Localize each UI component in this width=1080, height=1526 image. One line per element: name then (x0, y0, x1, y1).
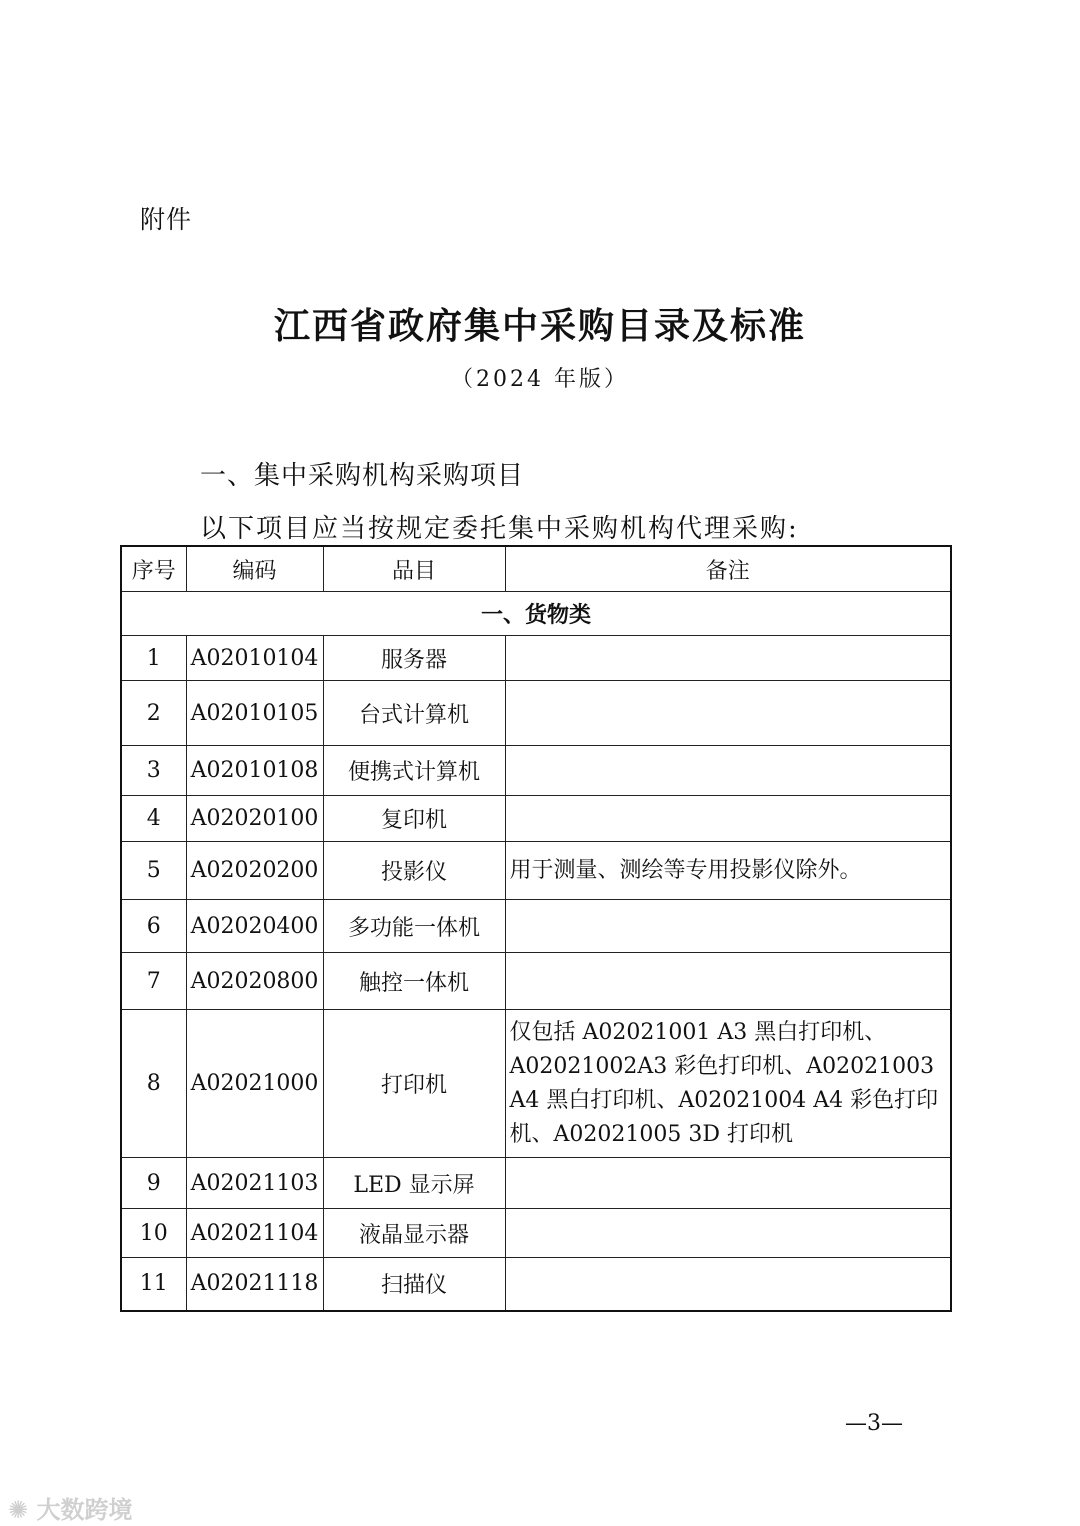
table-row (121, 746, 951, 796)
row-code: A02021118 (186, 1258, 323, 1311)
row-item: 台式计算机 (323, 681, 505, 746)
row-item: 服务器 (323, 636, 505, 681)
category-row (121, 592, 951, 636)
row-note: 仅包括 A02021001 A3 黑白打印机、A02021002A3 彩色打印机、A02021003 A4 黑白打印机、A02021004 A4 彩色打印机、A02021005 3D 打印机 (505, 1010, 951, 1158)
table-row (121, 1010, 951, 1158)
header-serial: 序号 (121, 546, 186, 592)
table-row (121, 900, 951, 953)
document-title: 江西省政府集中采购目录及标准 (273, 305, 806, 347)
row-note (505, 953, 951, 1010)
watermark-logo (8, 1490, 132, 1525)
table-row (121, 636, 951, 681)
row-note (505, 636, 951, 681)
procurement-table (120, 545, 952, 1312)
row-serial: 7 (121, 953, 186, 1010)
row-note (505, 746, 951, 796)
weibo-icon: ✺ (8, 1496, 29, 1524)
table-row (121, 796, 951, 842)
row-code: A02020400 (186, 900, 323, 953)
row-code: A02021000 (186, 1010, 323, 1158)
table-row (121, 953, 951, 1010)
row-code: A02021103 (186, 1158, 323, 1209)
watermark-text: 大数跨境 (36, 1496, 133, 1524)
row-serial: 1 (121, 636, 186, 681)
row-item: 打印机 (323, 1010, 505, 1158)
row-item: 液晶显示器 (323, 1209, 505, 1258)
table-row (121, 1209, 951, 1258)
row-code: A02010104 (186, 636, 323, 681)
document-subtitle: （2024 年版） (451, 367, 629, 392)
table-row (121, 842, 951, 900)
row-note (505, 1258, 951, 1311)
row-code: A02020800 (186, 953, 323, 1010)
table-row (121, 681, 951, 746)
row-serial: 8 (121, 1010, 186, 1158)
row-note (505, 900, 951, 953)
table-header-row (121, 546, 951, 592)
row-serial: 2 (121, 681, 186, 746)
header-item: 品目 (323, 546, 505, 592)
row-code: A02020100 (186, 796, 323, 842)
row-code: A02010105 (186, 681, 323, 746)
row-serial: 3 (121, 746, 186, 796)
row-item: 便携式计算机 (323, 746, 505, 796)
row-serial: 9 (121, 1158, 186, 1209)
row-serial: 10 (121, 1209, 186, 1258)
section-heading: 一、集中采购机构采购项目 (200, 461, 525, 491)
row-serial: 5 (121, 842, 186, 900)
row-note (505, 1158, 951, 1209)
row-item: LED 显示屏 (323, 1158, 505, 1209)
row-serial: 11 (121, 1258, 186, 1311)
page-number: —3— (845, 1411, 903, 1436)
row-item: 投影仪 (323, 842, 505, 900)
row-note (505, 681, 951, 746)
row-item: 触控一体机 (323, 953, 505, 1010)
row-code: A02020200 (186, 842, 323, 900)
row-item: 多功能一体机 (323, 900, 505, 953)
category-label: 一、货物类 (121, 592, 951, 636)
row-note (505, 1209, 951, 1258)
row-code: A02010108 (186, 746, 323, 796)
row-serial: 6 (121, 900, 186, 953)
row-code: A02021104 (186, 1209, 323, 1258)
row-note: 用于测量、测绘等专用投影仪除外。 (505, 842, 951, 900)
header-code: 编码 (186, 546, 323, 592)
header-note: 备注 (505, 546, 951, 592)
intro-text: 以下项目应当按规定委托集中采购机构代理采购: (200, 514, 799, 544)
row-item: 扫描仪 (323, 1258, 505, 1311)
row-item: 复印机 (323, 796, 505, 842)
attachment-label: 附件 (140, 205, 193, 234)
table-row (121, 1258, 951, 1311)
row-serial: 4 (121, 796, 186, 842)
row-note (505, 796, 951, 842)
table-row (121, 1158, 951, 1209)
